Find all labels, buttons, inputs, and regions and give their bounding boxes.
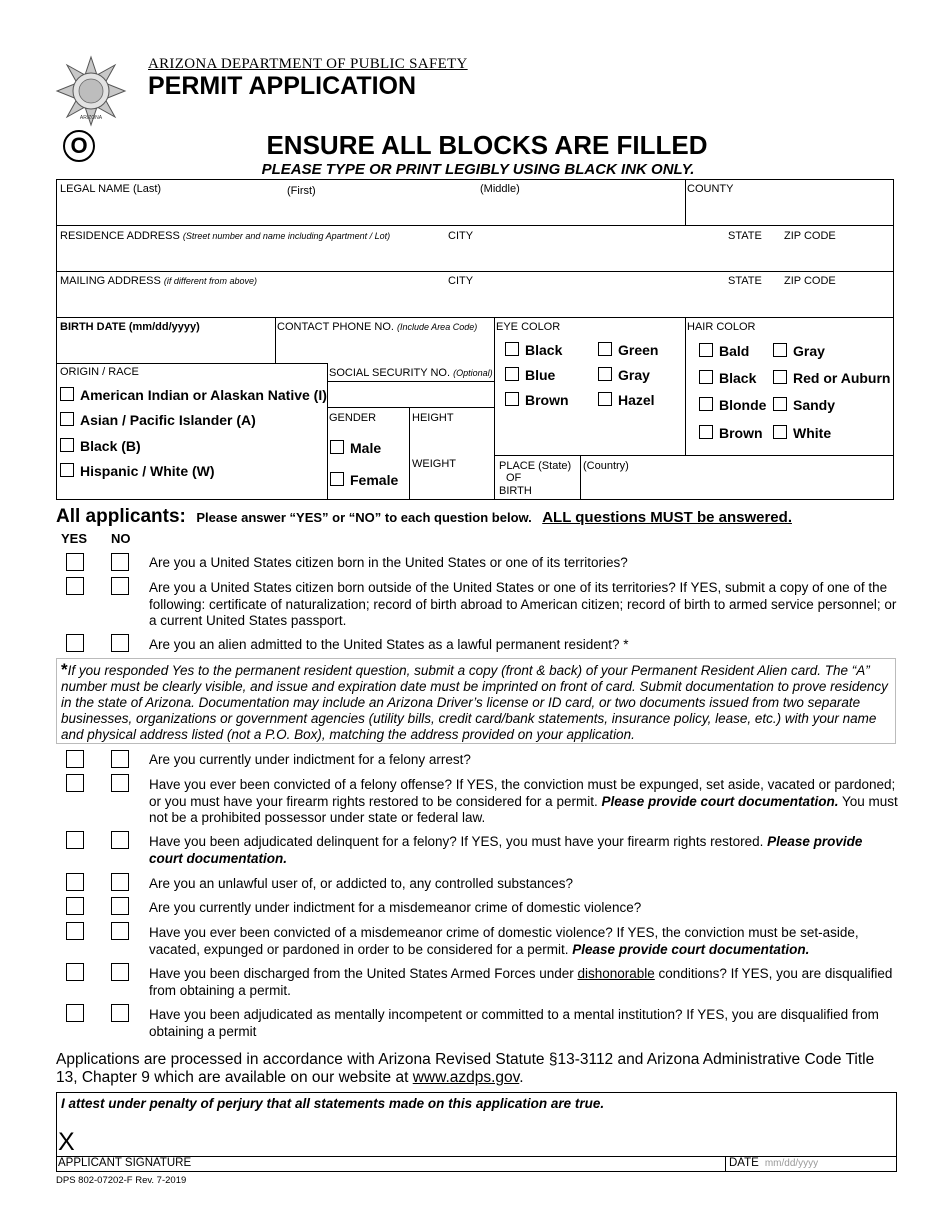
- q11-yes-checkbox[interactable]: [66, 1004, 84, 1022]
- yes-column-header: YES: [61, 531, 88, 546]
- gender-label: GENDER: [329, 412, 377, 424]
- middle-name-label: (Middle): [480, 183, 520, 195]
- place-of-label: OF: [506, 472, 522, 484]
- residence-state-label: STATE: [728, 230, 762, 242]
- residence-address-label: RESIDENCE ADDRESS (Street number and name including Apartment / Lot): [60, 230, 391, 242]
- question-mentally-incompetent: Have you been adjudicated as mentally incompetent or committed to a mental institution? If YES, you are disqualified from obtaining a permit: [149, 1007, 879, 1039]
- mailing-city-label: CITY: [448, 275, 474, 287]
- q3-no-checkbox[interactable]: [111, 634, 129, 652]
- first-name-label: (First): [287, 185, 316, 197]
- eye-color-label: EYE COLOR: [496, 321, 561, 333]
- q3-yes-checkbox[interactable]: [66, 634, 84, 652]
- race-american-indian-checkbox[interactable]: American Indian or Alaskan Native (I): [60, 387, 327, 403]
- hair-white-checkbox[interactable]: White: [773, 425, 831, 441]
- hair-color-label: HAIR COLOR: [687, 321, 756, 333]
- question-dishonorable-discharge: Have you been discharged from the United States Armed Forces under dishonorable conditions? If YES, you are disqualified from obtaining a permit.: [149, 966, 893, 998]
- place-birth-label: BIRTH: [499, 485, 532, 497]
- question-felony-indictment: Are you currently under indictment for a felony arrest?: [149, 752, 471, 767]
- applicant-info-form: [56, 179, 894, 500]
- residence-zip-label: ZIP CODE: [784, 230, 836, 242]
- country-label: (Country): [583, 460, 629, 472]
- no-column-header: NO: [111, 531, 131, 546]
- race-asian-pacific-checkbox[interactable]: Asian / Pacific Islander (A): [60, 412, 256, 428]
- q5-no-checkbox[interactable]: [111, 774, 129, 792]
- q5-yes-checkbox[interactable]: [66, 774, 84, 792]
- question-domestic-violence-indictment: Are you currently under indictment for a misdemeanor crime of domestic violence?: [149, 900, 642, 915]
- eye-brown-checkbox[interactable]: Brown: [505, 392, 569, 408]
- eye-hazel-checkbox[interactable]: Hazel: [598, 392, 655, 408]
- question-felony-conviction: Have you ever been convicted of a felony offense? If YES, the conviction must be expunged, set aside, vacated or pardoned; or you must have your firearm rights restored to be considered for a permit. Please provide court documentation. You must not be a prohibited possessor under state or federal law.: [149, 777, 898, 825]
- weight-label: WEIGHT: [412, 458, 456, 470]
- q10-yes-checkbox[interactable]: [66, 963, 84, 981]
- page-title: PERMIT APPLICATION: [148, 72, 417, 100]
- statute-paragraph: Applications are processed in accordance with Arizona Revised Statute §13-3112 and Arizona Administrative Code Title 13, Chapter 9 which are available on our website at www.azdps.gov.: [56, 1051, 875, 1086]
- q8-no-checkbox[interactable]: [111, 897, 129, 915]
- eye-gray-checkbox[interactable]: Gray: [598, 367, 650, 383]
- hair-gray-checkbox[interactable]: Gray: [773, 343, 825, 359]
- permanent-resident-note: *If you responded Yes to the permanent resident question, submit a copy (front & back) of your Permanent Resident Alien card. The “A” number must be clearly visible, and issue and expiration date must be imprinted on front of card. Submit documentation to prove residency in the state of Arizona. Documentation may include an Arizona Driver’s license or ID card, or two documents issued from two separate businesses, organizations or government agencies (utility bills, credit card/bank statements, insurance policy, lease, etc.) with your name and physical address listed (not a P.O. Box), matching the address provided on your application.: [56, 658, 896, 744]
- hair-bald-checkbox[interactable]: Bald: [699, 343, 749, 359]
- question-us-citizen-born-outside: Are you a United States citizen born outside of the United States or one of its territories? If YES, submit a copy of one of the following: certificate of naturalization; record of birth abroad to American citizen; record of birth to armed service personnel; or a current United States passport.: [149, 580, 897, 628]
- question-adjudicated-delinquent: Have you been adjudicated delinquent for a felony? If YES, you must have your firearm rights restored. Please provide court documentation.: [149, 834, 863, 866]
- q2-no-checkbox[interactable]: [111, 577, 129, 595]
- contact-phone-label: CONTACT PHONE NO. (Include Area Code): [277, 321, 478, 333]
- q11-no-checkbox[interactable]: [111, 1004, 129, 1022]
- q9-no-checkbox[interactable]: [111, 922, 129, 940]
- eye-blue-checkbox[interactable]: Blue: [505, 367, 555, 383]
- mailing-state-label: STATE: [728, 275, 762, 287]
- signature-x-mark: X: [58, 1128, 75, 1156]
- hair-red-auburn-checkbox[interactable]: Red or Auburn: [773, 370, 890, 386]
- origin-race-label: ORIGIN / RACE: [60, 366, 139, 378]
- signature-field[interactable]: [80, 1120, 720, 1154]
- department-name: ARIZONA DEPARTMENT OF PUBLIC SAFETY: [148, 56, 468, 72]
- please-instruction: PLEASE TYPE OR PRINT LEGIBLY USING BLACK INK ONLY.: [261, 161, 695, 178]
- q2-yes-checkbox[interactable]: [66, 577, 84, 595]
- eye-black-checkbox[interactable]: Black: [505, 342, 562, 358]
- date-field[interactable]: DATE mm/dd/yyyy: [729, 1157, 819, 1169]
- q10-no-checkbox[interactable]: [111, 963, 129, 981]
- question-controlled-substances: Are you an unlawful user of, or addicted to, any controlled substances?: [149, 876, 574, 891]
- county-label: COUNTY: [687, 183, 734, 195]
- height-label: HEIGHT: [412, 412, 454, 424]
- birth-date-label: BIRTH DATE (mm/dd/yyyy): [60, 321, 200, 333]
- race-black-checkbox[interactable]: Black (B): [60, 438, 141, 454]
- applicant-signature-label: APPLICANT SIGNATURE: [58, 1157, 192, 1169]
- q1-no-checkbox[interactable]: [111, 553, 129, 571]
- mailing-address-label: MAILING ADDRESS (if different from above): [60, 275, 257, 287]
- gender-female-checkbox[interactable]: Female: [330, 472, 398, 488]
- date-divider: [725, 1156, 726, 1172]
- race-hispanic-white-checkbox[interactable]: Hispanic / White (W): [60, 463, 215, 479]
- q4-no-checkbox[interactable]: [111, 750, 129, 768]
- q8-yes-checkbox[interactable]: [66, 897, 84, 915]
- residence-city-label: CITY: [448, 230, 474, 242]
- eye-green-checkbox[interactable]: Green: [598, 342, 658, 358]
- mailing-zip-label: ZIP CODE: [784, 275, 836, 287]
- q9-yes-checkbox[interactable]: [66, 922, 84, 940]
- q1-yes-checkbox[interactable]: [66, 553, 84, 571]
- hair-blonde-checkbox[interactable]: Blonde: [699, 397, 766, 413]
- form-number: DPS 802-07202-F Rev. 7-2019: [56, 1175, 187, 1186]
- q6-yes-checkbox[interactable]: [66, 831, 84, 849]
- legal-name-last-label: LEGAL NAME (Last): [60, 183, 162, 195]
- hair-black-checkbox[interactable]: Black: [699, 370, 756, 386]
- q7-yes-checkbox[interactable]: [66, 873, 84, 891]
- hair-brown-checkbox[interactable]: Brown: [699, 425, 763, 441]
- circle-letter-mark: O: [63, 130, 95, 162]
- svg-text:ARIZONA: ARIZONA: [79, 115, 103, 121]
- place-of-birth-label: PLACE (State): [499, 460, 572, 472]
- ssn-label: SOCIAL SECURITY NO. (Optional): [329, 367, 493, 379]
- date-placeholder: mm/dd/yyyy: [764, 1158, 819, 1169]
- gender-male-checkbox[interactable]: Male: [330, 440, 381, 456]
- q7-no-checkbox[interactable]: [111, 873, 129, 891]
- all-applicants-heading: All applicants: Please answer “YES” or “NO” to each question below. ALL questions MUST be answered.: [56, 506, 792, 527]
- hair-sandy-checkbox[interactable]: Sandy: [773, 397, 835, 413]
- website-link[interactable]: www.azdps.gov: [412, 1069, 520, 1086]
- question-lawful-permanent-resident: Are you an alien admitted to the United States as a lawful permanent resident? *: [149, 637, 629, 652]
- q6-no-checkbox[interactable]: [111, 831, 129, 849]
- dps-seal-logo: [55, 55, 127, 127]
- question-us-citizen-born-us: Are you a United States citizen born in the United States or one of its territories?: [149, 555, 628, 570]
- q4-yes-checkbox[interactable]: [66, 750, 84, 768]
- question-domestic-violence-conviction: Have you ever been convicted of a misdemeanor crime of domestic violence? If YES, the conviction must be set-aside, vacated, expunged or pardoned in order to be considered for a permit. Please provide court documentation.: [149, 925, 859, 957]
- attestation-statement: I attest under penalty of perjury that all statements made on this application are true.: [61, 1096, 605, 1111]
- ensure-heading: ENSURE ALL BLOCKS ARE FILLED: [266, 130, 708, 160]
